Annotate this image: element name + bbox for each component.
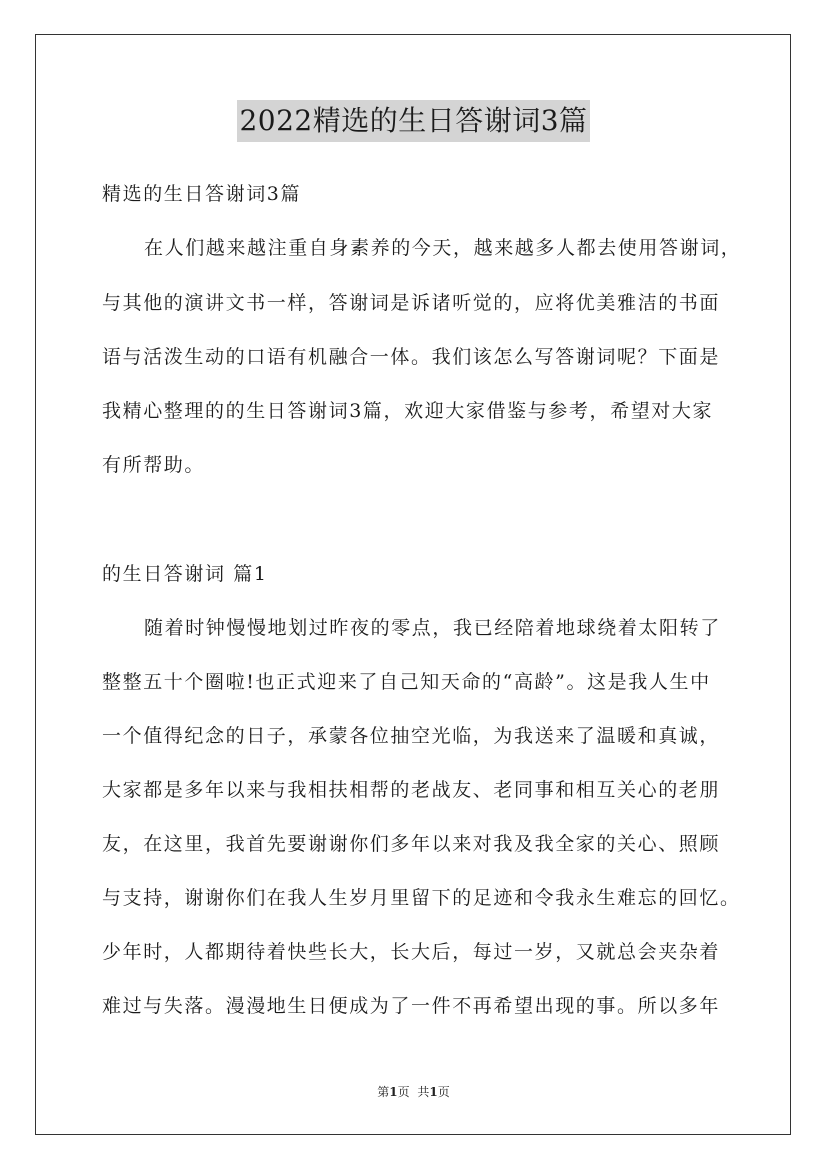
intro-line: 有所帮助。 <box>102 454 206 476</box>
body-line: 大家都是多年以来与我相扶相帮的老战友、老同事和相互关心的老朋 <box>102 779 721 801</box>
intro-line: 语与活泼生动的口语有机融合一体。我们该怎么写答谢词呢？下面是 <box>102 346 721 368</box>
intro-line: 与其他的演讲文书一样，答谢词是诉诸听觉的，应将优美雅洁的书面 <box>102 292 721 314</box>
section-heading: 的生日答谢词 篇1 <box>102 563 268 585</box>
page-footer <box>0 1084 827 1100</box>
body-line: 整整五十个圈啦!也正式迎来了自己知天命的“高龄”。这是我人生中 <box>102 671 711 693</box>
document-title: 2022精选的生日答谢词3篇 <box>237 100 589 142</box>
total-prefix: 共 <box>417 1085 430 1099</box>
body-line: 友，在这里，我首先要谢谢你们多年以来对我及我全家的关心、照顾 <box>102 833 721 855</box>
total-pages: 1 <box>429 1085 438 1099</box>
subtitle: 精选的生日答谢词3篇 <box>102 183 302 205</box>
page-suffix: 页 <box>397 1085 410 1099</box>
body-line: 随着时钟慢慢地划过昨夜的零点，我已经陪着地球绕着太阳转了 <box>144 617 721 639</box>
total-suffix: 页 <box>437 1085 450 1099</box>
page-number: 1 <box>389 1085 398 1099</box>
title-container <box>0 100 827 142</box>
body-line: 少年时，人都期待着快些长大，长大后，每过一岁，又就总会夹杂着 <box>102 941 721 963</box>
intro-line: 在人们越来越注重自身素养的今天，越来越多人都去使用答谢词， <box>144 237 742 259</box>
body-line: 难过与失落。漫漫地生日便成为了一件不再希望出现的事。所以多年 <box>102 995 721 1017</box>
body-line: 与支持，谢谢你们在我人生岁月里留下的足迹和令我永生难忘的回忆。 <box>102 887 741 909</box>
body-line: 一个值得纪念的日子，承蒙各位抽空光临，为我送来了温暖和真诚， <box>102 725 721 747</box>
intro-line: 我精心整理的的生日答谢词3篇，欢迎大家借鉴与参考，希望对大家 <box>102 400 714 422</box>
page-prefix: 第 <box>377 1085 390 1099</box>
